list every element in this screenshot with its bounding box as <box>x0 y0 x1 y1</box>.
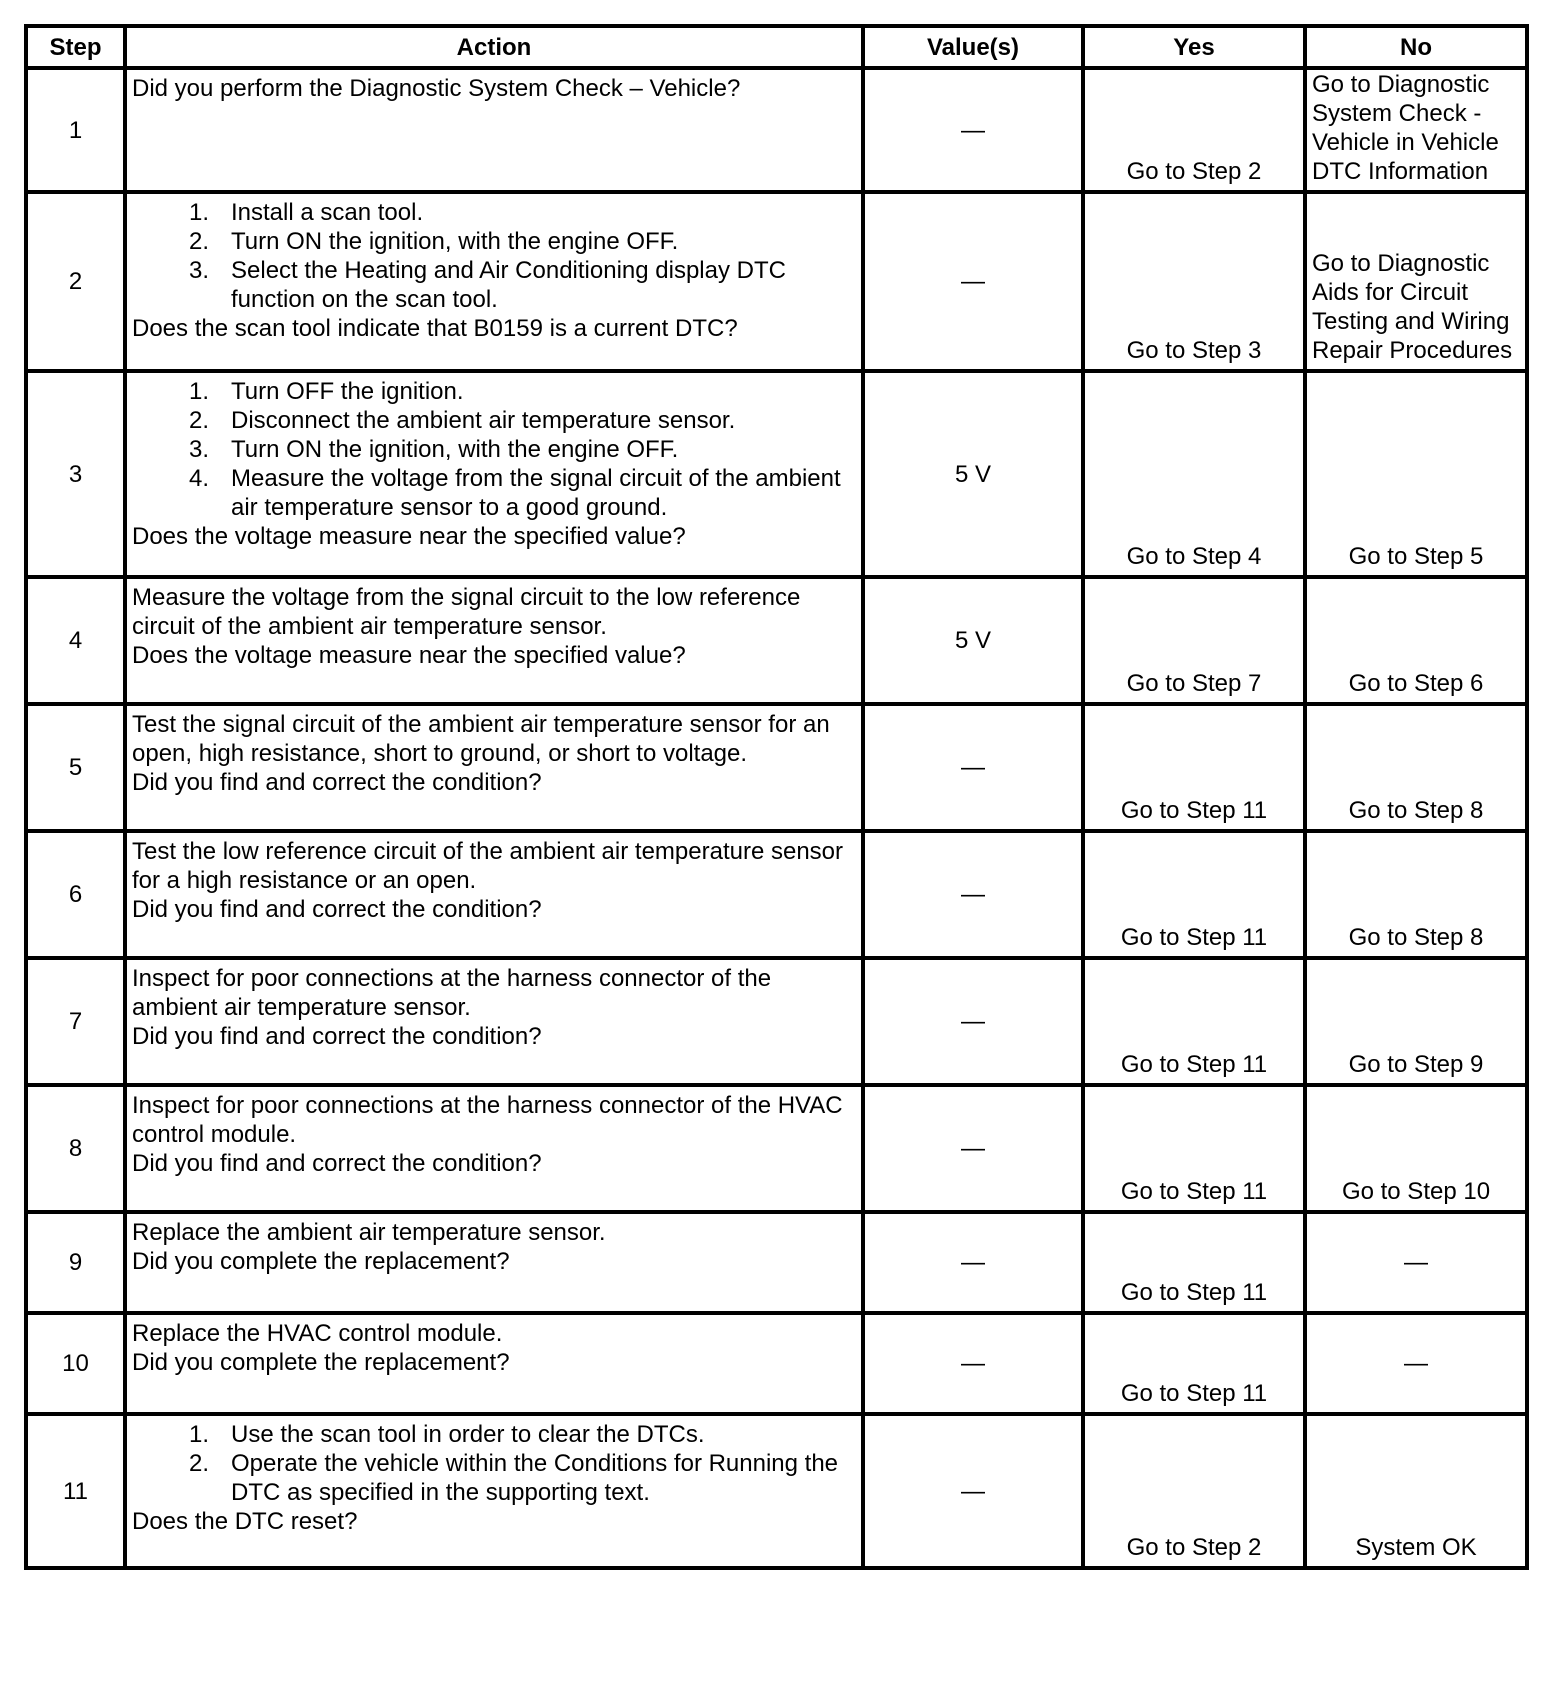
no-cell: — <box>1305 1212 1527 1313</box>
yes-cell: Go to Step 11 <box>1083 1085 1305 1212</box>
action-cell <box>125 1313 863 1414</box>
step-number: 11 <box>26 1414 125 1568</box>
list-item: 2. Operate the vehicle within the Conditions for Running the DTC as specified in the supporting text. <box>188 1450 839 1506</box>
action-cell <box>125 68 863 192</box>
action-question: Did you find and correct the condition? <box>132 896 542 923</box>
diagnostic-table <box>24 24 1529 1570</box>
action-text: Replace the HVAC control module. <box>132 1320 503 1347</box>
yes-cell: Go to Step 11 <box>1083 958 1305 1085</box>
yes-cell: Go to Step 4 <box>1083 371 1305 577</box>
value-cell: — <box>863 1212 1083 1313</box>
value-cell: 5 V <box>863 371 1083 577</box>
step-number: 7 <box>26 958 125 1085</box>
header-no: No <box>1305 26 1527 68</box>
yes-cell: Go to Step 2 <box>1083 68 1305 192</box>
action-question: Did you complete the replacement? <box>132 1349 510 1376</box>
value-cell: 5 V <box>863 577 1083 704</box>
table-row <box>26 958 1527 1085</box>
action-cell <box>125 1085 863 1212</box>
action-question: Did you find and correct the condition? <box>132 769 542 796</box>
yes-cell: Go to Step 7 <box>1083 577 1305 704</box>
no-cell: Go to Diagnostic Aids for Circuit Testing and Wiring Repair Procedures <box>1305 192 1527 371</box>
step-number: 10 <box>26 1313 125 1414</box>
value-cell: — <box>863 192 1083 371</box>
yes-cell: Go to Step 11 <box>1083 1313 1305 1414</box>
no-cell: Go to Step 6 <box>1305 577 1527 704</box>
table-row <box>26 1085 1527 1212</box>
action-steps <box>132 1420 855 1507</box>
header-yes: Yes <box>1083 26 1305 68</box>
value-cell: — <box>863 1313 1083 1414</box>
action-cell <box>125 1212 863 1313</box>
value-cell: — <box>863 958 1083 1085</box>
table-row <box>26 831 1527 958</box>
no-cell: — <box>1305 1313 1527 1414</box>
action-text: Inspect for poor connections at the harness connector of the ambient air temperature sensor. <box>132 965 772 1021</box>
action-question: Did you find and correct the condition? <box>132 1150 542 1177</box>
table-row <box>26 1313 1527 1414</box>
step-number: 6 <box>26 831 125 958</box>
value-cell: — <box>863 1085 1083 1212</box>
list-item: 3. Select the Heating and Air Conditioning display DTC function on the scan tool. <box>188 257 786 313</box>
yes-cell: Go to Step 2 <box>1083 1414 1305 1568</box>
table-row <box>26 704 1527 831</box>
action-text: Test the signal circuit of the ambient air temperature sensor for an open, high resistance, short to ground, or short to voltage. <box>132 711 830 767</box>
list-item: 1. Use the scan tool in order to clear the DTCs. <box>188 1421 705 1448</box>
no-cell: System OK <box>1305 1414 1527 1568</box>
action-question: Did you complete the replacement? <box>132 1248 510 1275</box>
value-cell: — <box>863 1414 1083 1568</box>
action-cell <box>125 831 863 958</box>
step-number: 2 <box>26 192 125 371</box>
step-number: 8 <box>26 1085 125 1212</box>
list-item: 1. Install a scan tool. <box>188 199 424 226</box>
table-row <box>26 192 1527 371</box>
list-item: 1. Turn OFF the ignition. <box>188 378 464 405</box>
header-row <box>26 26 1527 68</box>
list-item: 3. Turn ON the ignition, with the engine OFF. <box>188 436 679 463</box>
value-cell: — <box>863 68 1083 192</box>
action-cell <box>125 577 863 704</box>
action-text: Test the low reference circuit of the ambient air temperature sensor for a high resistance or an open. <box>132 838 843 894</box>
header-action: Action <box>125 26 863 68</box>
action-question: Does the DTC reset? <box>132 1508 358 1535</box>
action-question: Does the scan tool indicate that B0159 is a current DTC? <box>132 315 738 342</box>
no-cell: Go to Step 8 <box>1305 704 1527 831</box>
table-row <box>26 1414 1527 1568</box>
action-steps <box>132 377 855 522</box>
step-number: 9 <box>26 1212 125 1313</box>
action-cell <box>125 371 863 577</box>
action-cell <box>125 704 863 831</box>
yes-cell: Go to Step 11 <box>1083 704 1305 831</box>
step-number: 1 <box>26 68 125 192</box>
action-cell <box>125 958 863 1085</box>
yes-cell: Go to Step 3 <box>1083 192 1305 371</box>
no-cell: Go to Diagnostic System Check - Vehicle in Vehicle DTC Information <box>1305 68 1527 192</box>
step-number: 3 <box>26 371 125 577</box>
step-number: 5 <box>26 704 125 831</box>
action-steps <box>132 198 855 314</box>
step-number: 4 <box>26 577 125 704</box>
no-cell: Go to Step 8 <box>1305 831 1527 958</box>
list-item: 4. Measure the voltage from the signal circuit of the ambient air temperature sensor to a good ground. <box>188 465 841 521</box>
list-item: 2. Disconnect the ambient air temperature sensor. <box>188 407 736 434</box>
action-cell <box>125 1414 863 1568</box>
yes-cell: Go to Step 11 <box>1083 1212 1305 1313</box>
action-text: Measure the voltage from the signal circuit to the low reference circuit of the ambient air temperature sensor. <box>132 584 801 640</box>
action-question: Does the voltage measure near the specified value? <box>132 642 686 669</box>
action-question: Does the voltage measure near the specified value? <box>132 523 686 550</box>
header-values: Value(s) <box>863 26 1083 68</box>
no-cell: Go to Step 10 <box>1305 1085 1527 1212</box>
no-cell: Go to Step 9 <box>1305 958 1527 1085</box>
table-row <box>26 1212 1527 1313</box>
action-cell <box>125 192 863 371</box>
yes-cell: Go to Step 11 <box>1083 831 1305 958</box>
table-row <box>26 68 1527 192</box>
header-step: Step <box>26 26 125 68</box>
value-cell: — <box>863 704 1083 831</box>
list-item: 2. Turn ON the ignition, with the engine OFF. <box>188 228 679 255</box>
table-row <box>26 371 1527 577</box>
action-text: Replace the ambient air temperature sensor. <box>132 1219 606 1246</box>
action-text: Did you perform the Diagnostic System Check – Vehicle? <box>132 75 741 102</box>
action-text: Inspect for poor connections at the harness connector of the HVAC control module. <box>132 1092 843 1148</box>
action-question: Did you find and correct the condition? <box>132 1023 542 1050</box>
no-cell: Go to Step 5 <box>1305 371 1527 577</box>
value-cell: — <box>863 831 1083 958</box>
table-row <box>26 577 1527 704</box>
